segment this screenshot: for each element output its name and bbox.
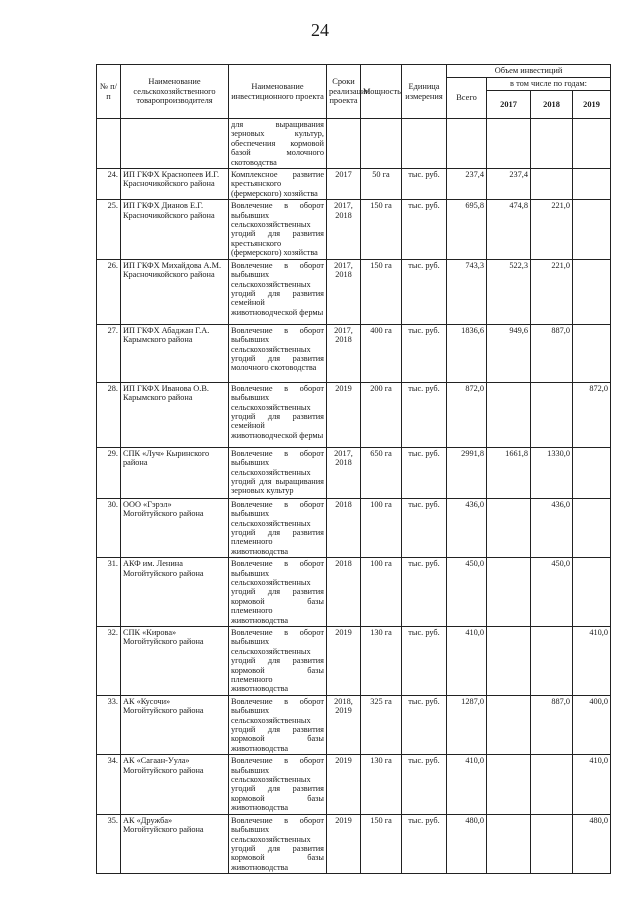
total-investment-cell: 480,0 bbox=[447, 814, 487, 873]
project-name-cell: Вовлечение в оборот выбывших сельскохозяйственных угодий для развития семейной животноводческой фермы bbox=[229, 259, 327, 324]
producer-name-cell: ИП ГКФХ Абаджан Г.А. Карымского района bbox=[121, 324, 229, 382]
row-number-cell: 25. bbox=[97, 200, 121, 259]
investment-2017-cell bbox=[487, 626, 531, 695]
implementation-terms-cell: 2017, 2018 bbox=[327, 447, 361, 498]
investment-2018-cell bbox=[531, 814, 573, 873]
producer-name-cell: АК «Дружба» Могойтуйского района bbox=[121, 814, 229, 873]
total-investment-cell: 743,3 bbox=[447, 259, 487, 324]
investment-2019-cell bbox=[573, 558, 611, 627]
row-number-cell: 33. bbox=[97, 695, 121, 754]
table-row bbox=[97, 558, 611, 627]
row-number-cell: 26. bbox=[97, 259, 121, 324]
investment-2019-cell bbox=[573, 169, 611, 200]
unit-cell: тыс. руб. bbox=[402, 755, 447, 814]
total-investment-cell: 1287,0 bbox=[447, 695, 487, 754]
total-investment-cell: 2991,8 bbox=[447, 447, 487, 498]
investment-2018-cell bbox=[531, 626, 573, 695]
header-terms: Сроки реализации проекта bbox=[327, 65, 361, 119]
project-name-cell: Вовлечение в оборот выбывших сельскохозяйственных угодий для выращивания зерновых культур bbox=[229, 447, 327, 498]
implementation-terms-cell bbox=[327, 119, 361, 169]
implementation-terms-cell: 2019 bbox=[327, 755, 361, 814]
capacity-cell bbox=[361, 119, 402, 169]
investment-2018-cell: 887,0 bbox=[531, 695, 573, 754]
total-investment-cell: 695,8 bbox=[447, 200, 487, 259]
row-number-cell: 28. bbox=[97, 382, 121, 447]
capacity-cell: 50 га bbox=[361, 169, 402, 200]
implementation-terms-cell: 2018 bbox=[327, 498, 361, 557]
total-investment-cell: 410,0 bbox=[447, 755, 487, 814]
table-row bbox=[97, 382, 611, 447]
header-2019: 2019 bbox=[573, 91, 611, 119]
row-number-cell: 34. bbox=[97, 755, 121, 814]
implementation-terms-cell: 2017, 2018 bbox=[327, 200, 361, 259]
row-number-cell: 35. bbox=[97, 814, 121, 873]
investment-2018-cell: 436,0 bbox=[531, 498, 573, 557]
unit-cell: тыс. руб. bbox=[402, 498, 447, 557]
investment-2019-cell bbox=[573, 447, 611, 498]
investment-2017-cell: 474,8 bbox=[487, 200, 531, 259]
unit-cell: тыс. руб. bbox=[402, 447, 447, 498]
investment-2017-cell bbox=[487, 382, 531, 447]
project-name-cell: Вовлечение в оборот выбывших сельскохозяйственных угодий для развития крестьянского (фермерского) хозяйства bbox=[229, 200, 327, 259]
unit-cell: тыс. руб. bbox=[402, 558, 447, 627]
capacity-cell: 130 га bbox=[361, 755, 402, 814]
table-row bbox=[97, 169, 611, 200]
investment-2017-cell: 949,6 bbox=[487, 324, 531, 382]
header-capacity: Мощность bbox=[361, 65, 402, 119]
header-project: Наименование инвестиционного проекта bbox=[229, 65, 327, 119]
investment-2018-cell bbox=[531, 382, 573, 447]
total-investment-cell: 410,0 bbox=[447, 626, 487, 695]
table-row bbox=[97, 755, 611, 814]
header-by-years: в том числе по годам: bbox=[487, 78, 611, 91]
capacity-cell: 100 га bbox=[361, 498, 402, 557]
total-investment-cell: 450,0 bbox=[447, 558, 487, 627]
project-name-cell: Вовлечение в оборот выбывших сельскохозяйственных угодий для развития кормовой базы племенного животноводства bbox=[229, 558, 327, 627]
investment-2019-cell: 400,0 bbox=[573, 695, 611, 754]
table-row bbox=[97, 626, 611, 695]
unit-cell: тыс. руб. bbox=[402, 626, 447, 695]
unit-cell bbox=[402, 119, 447, 169]
table-row bbox=[97, 498, 611, 557]
table-row bbox=[97, 259, 611, 324]
producer-name-cell: СПК «Кирова» Могойтуйского района bbox=[121, 626, 229, 695]
producer-name-cell: ИП ГКФХ Михайдова А.М. Красночикойского района bbox=[121, 259, 229, 324]
producer-name-cell: ООО «Гэрэл» Могойтуйского района bbox=[121, 498, 229, 557]
header-2018: 2018 bbox=[531, 91, 573, 119]
unit-cell: тыс. руб. bbox=[402, 200, 447, 259]
producer-name-cell: АК «Сагаан-Уула» Могойтуйского района bbox=[121, 755, 229, 814]
investment-2018-cell bbox=[531, 169, 573, 200]
investment-2017-cell: 522,3 bbox=[487, 259, 531, 324]
producer-name-cell: СПК «Луч» Кыринского района bbox=[121, 447, 229, 498]
investment-2019-cell bbox=[573, 498, 611, 557]
investment-2017-cell bbox=[487, 498, 531, 557]
header-producer: Наименование сельскохозяйственного товаропроизводителя bbox=[121, 65, 229, 119]
capacity-cell: 100 га bbox=[361, 558, 402, 627]
capacity-cell: 325 га bbox=[361, 695, 402, 754]
table-row bbox=[97, 695, 611, 754]
investment-2017-cell: 1661,8 bbox=[487, 447, 531, 498]
project-name-cell: для выращивания зерновых культур, обеспечения кормовой базой молочного скотоводства bbox=[229, 119, 327, 169]
capacity-cell: 150 га bbox=[361, 259, 402, 324]
row-number-cell: 32. bbox=[97, 626, 121, 695]
producer-name-cell: АК «Кусочи» Могойтуйского района bbox=[121, 695, 229, 754]
header-volume: Объем инвестиций bbox=[447, 65, 611, 78]
header-unit: Единица измерения bbox=[402, 65, 447, 119]
project-name-cell: Вовлечение в оборот выбывших сельскохозяйственных угодий для развития племенного животноводства bbox=[229, 498, 327, 557]
investment-2018-cell bbox=[531, 119, 573, 169]
investment-2018-cell: 450,0 bbox=[531, 558, 573, 627]
implementation-terms-cell: 2019 bbox=[327, 382, 361, 447]
total-investment-cell bbox=[447, 119, 487, 169]
project-name-cell: Вовлечение в оборот выбывших сельскохозяйственных угодий для развития молочного скотоводства bbox=[229, 324, 327, 382]
producer-name-cell bbox=[121, 119, 229, 169]
producer-name-cell: АКФ им. Ленина Могойтуйского района bbox=[121, 558, 229, 627]
investment-2018-cell: 221,0 bbox=[531, 259, 573, 324]
producer-name-cell: ИП ГКФХ Дианов Е.Г. Красночикойского района bbox=[121, 200, 229, 259]
implementation-terms-cell: 2017, 2018 bbox=[327, 324, 361, 382]
header-total: Всего bbox=[447, 78, 487, 119]
project-name-cell: Вовлечение в оборот выбывших сельскохозяйственных угодий для развития кормовой базы племенного животноводства bbox=[229, 626, 327, 695]
investment-2018-cell bbox=[531, 755, 573, 814]
header-num: № п/п bbox=[97, 65, 121, 119]
investment-2019-cell bbox=[573, 119, 611, 169]
capacity-cell: 650 га bbox=[361, 447, 402, 498]
investment-2017-cell: 237,4 bbox=[487, 169, 531, 200]
investment-2017-cell bbox=[487, 755, 531, 814]
table-row bbox=[97, 324, 611, 382]
unit-cell: тыс. руб. bbox=[402, 814, 447, 873]
row-number-cell: 30. bbox=[97, 498, 121, 557]
project-name-cell: Вовлечение в оборот выбывших сельскохозяйственных угодий для развития кормовой базы животноводства bbox=[229, 814, 327, 873]
project-name-cell: Вовлечение в оборот выбывших сельскохозяйственных угодий для развития семейной животноводческой фермы bbox=[229, 382, 327, 447]
table-body bbox=[97, 119, 611, 874]
capacity-cell: 130 га bbox=[361, 626, 402, 695]
row-number-cell: 27. bbox=[97, 324, 121, 382]
project-name-cell: Комплексное развитие крестьянского (фермерского) хозяйства bbox=[229, 169, 327, 200]
capacity-cell: 200 га bbox=[361, 382, 402, 447]
investment-table bbox=[96, 64, 611, 874]
investment-2017-cell bbox=[487, 119, 531, 169]
investment-2019-cell bbox=[573, 259, 611, 324]
investment-2018-cell: 221,0 bbox=[531, 200, 573, 259]
investment-2018-cell: 887,0 bbox=[531, 324, 573, 382]
row-number-cell: 24. bbox=[97, 169, 121, 200]
total-investment-cell: 237,4 bbox=[447, 169, 487, 200]
investment-2017-cell bbox=[487, 558, 531, 627]
implementation-terms-cell: 2019 bbox=[327, 626, 361, 695]
unit-cell: тыс. руб. bbox=[402, 382, 447, 447]
table-header bbox=[97, 65, 611, 119]
capacity-cell: 150 га bbox=[361, 814, 402, 873]
unit-cell: тыс. руб. bbox=[402, 324, 447, 382]
unit-cell: тыс. руб. bbox=[402, 695, 447, 754]
row-number-cell bbox=[97, 119, 121, 169]
row-number-cell: 31. bbox=[97, 558, 121, 627]
header-2017: 2017 bbox=[487, 91, 531, 119]
investment-2017-cell bbox=[487, 695, 531, 754]
producer-name-cell: ИП ГКФХ Иванова О.В. Карымского района bbox=[121, 382, 229, 447]
page-number: 24 bbox=[311, 20, 329, 40]
project-name-cell: Вовлечение в оборот выбывших сельскохозяйственных угодий для развития кормовой базы животноводства bbox=[229, 695, 327, 754]
producer-name-cell: ИП ГКФХ Краснопеев И.Г. Красночикойского района bbox=[121, 169, 229, 200]
total-investment-cell: 1836,6 bbox=[447, 324, 487, 382]
table-row bbox=[97, 447, 611, 498]
capacity-cell: 400 га bbox=[361, 324, 402, 382]
project-name-cell: Вовлечение в оборот выбывших сельскохозяйственных угодий для развития кормовой базы животноводства bbox=[229, 755, 327, 814]
investment-2018-cell: 1330,0 bbox=[531, 447, 573, 498]
investment-2017-cell bbox=[487, 814, 531, 873]
implementation-terms-cell: 2018 bbox=[327, 558, 361, 627]
table-row bbox=[97, 814, 611, 873]
total-investment-cell: 872,0 bbox=[447, 382, 487, 447]
investment-2019-cell bbox=[573, 324, 611, 382]
unit-cell: тыс. руб. bbox=[402, 169, 447, 200]
investment-2019-cell: 872,0 bbox=[573, 382, 611, 447]
investment-2019-cell: 410,0 bbox=[573, 755, 611, 814]
implementation-terms-cell: 2018, 2019 bbox=[327, 695, 361, 754]
unit-cell: тыс. руб. bbox=[402, 259, 447, 324]
investment-2019-cell: 480,0 bbox=[573, 814, 611, 873]
investment-2019-cell bbox=[573, 200, 611, 259]
implementation-terms-cell: 2019 bbox=[327, 814, 361, 873]
table-row bbox=[97, 119, 611, 169]
implementation-terms-cell: 2017, 2018 bbox=[327, 259, 361, 324]
total-investment-cell: 436,0 bbox=[447, 498, 487, 557]
implementation-terms-cell: 2017 bbox=[327, 169, 361, 200]
row-number-cell: 29. bbox=[97, 447, 121, 498]
capacity-cell: 150 га bbox=[361, 200, 402, 259]
table-row bbox=[97, 200, 611, 259]
investment-2019-cell: 410,0 bbox=[573, 626, 611, 695]
